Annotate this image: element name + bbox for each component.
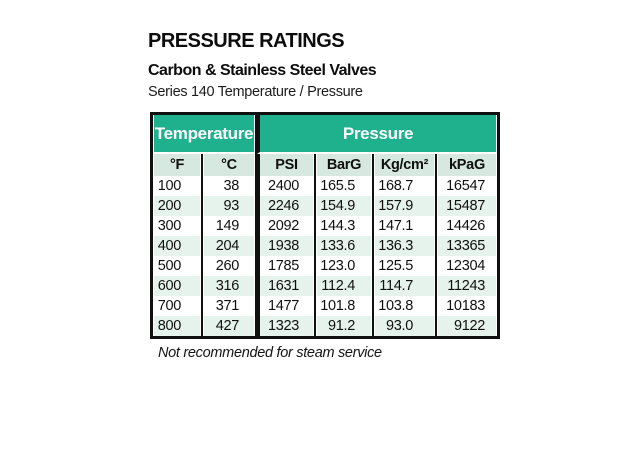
table-cell: 100 [153,176,201,196]
table-cell: 1785 [257,256,314,276]
table-cell: 93 [203,196,255,216]
column-header-row [153,154,497,176]
table-row [153,316,497,336]
table-row [153,176,497,196]
pressure-ratings-table [150,112,500,339]
page-subtitle: Carbon & Stainless Steel Valves [148,62,377,79]
table-row [153,196,497,216]
group-header-row [153,115,497,154]
table-cell: 800 [153,316,201,336]
table-cell: 600 [153,276,201,296]
table-cell: 93.0 [374,316,435,336]
column-header-kpag: kPaG [437,154,497,176]
table-cell: 371 [203,296,255,316]
table-cell: 165.5 [316,176,372,196]
table-cell: 1323 [257,316,314,336]
table-cell: 149 [203,216,255,236]
table-cell: 9122 [437,316,497,336]
table-cell: 1938 [257,236,314,256]
table-cell: 14426 [437,216,497,236]
table-row [153,276,497,296]
table-row [153,296,497,316]
group-header-temperature: Temperature [153,115,255,154]
table-cell: 700 [153,296,201,316]
table-cell: 157.9 [374,196,435,216]
column-header-psi: PSI [257,154,314,176]
table-cell: 125.5 [374,256,435,276]
footnote: Not recommended for steam service [158,345,382,361]
table-cell: 101.8 [316,296,372,316]
table-cell: 1631 [257,276,314,296]
table-cell: 10183 [437,296,497,316]
table-cell: 316 [203,276,255,296]
table-cell: 11243 [437,276,497,296]
series-caption: Series 140 Temperature / Pressure [148,84,363,100]
table-cell: 133.6 [316,236,372,256]
table-cell: 12304 [437,256,497,276]
table-cell: 114.7 [374,276,435,296]
page-title: PRESSURE RATINGS [148,30,345,52]
table-cell: 38 [203,176,255,196]
table-cell: 2092 [257,216,314,236]
table-cell: 103.8 [374,296,435,316]
table-row [153,236,497,256]
column-header-barg: BarG [316,154,372,176]
table-cell: 168.7 [374,176,435,196]
table-cell: 144.3 [316,216,372,236]
table-cell: 204 [203,236,255,256]
column-header-fahrenheit: °F [153,154,201,176]
table-row [153,256,497,276]
table-cell: 500 [153,256,201,276]
table-cell: 2400 [257,176,314,196]
table-cell: 91.2 [316,316,372,336]
table-cell: 13365 [437,236,497,256]
table-cell: 260 [203,256,255,276]
table-cell: 1477 [257,296,314,316]
table-cell: 2246 [257,196,314,216]
table-row [153,216,497,236]
table-cell: 136.3 [374,236,435,256]
column-header-celsius: °C [203,154,255,176]
table-cell: 15487 [437,196,497,216]
table-cell: 427 [203,316,255,336]
table-cell: 112.4 [316,276,372,296]
table-cell: 300 [153,216,201,236]
group-header-pressure: Pressure [257,115,497,154]
table-cell: 16547 [437,176,497,196]
table-cell: 147.1 [374,216,435,236]
table-cell: 400 [153,236,201,256]
table-cell: 123.0 [316,256,372,276]
column-header-kgcm2: Kg/cm² [374,154,435,176]
table-cell: 154.9 [316,196,372,216]
table-cell: 200 [153,196,201,216]
